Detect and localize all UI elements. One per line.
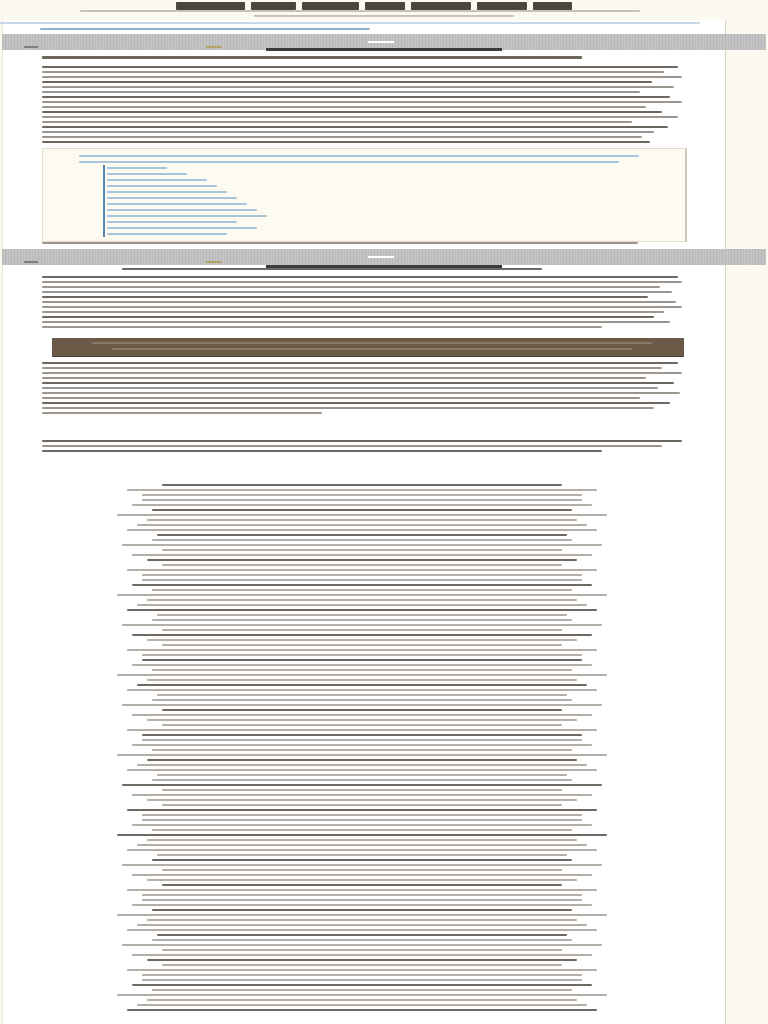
text-line — [147, 999, 577, 1001]
text-line — [42, 306, 682, 308]
text-line — [142, 654, 582, 656]
text-line — [42, 362, 678, 364]
text-line — [127, 489, 597, 491]
section-bar-2[interactable] — [2, 249, 766, 265]
text-line — [42, 321, 670, 323]
text-line — [142, 659, 582, 661]
list-box — [42, 148, 687, 242]
text-line — [42, 121, 632, 123]
text-line — [147, 599, 577, 601]
text-line — [127, 969, 597, 971]
text-line — [152, 619, 572, 621]
text-line — [42, 131, 654, 133]
text-line — [127, 929, 597, 931]
text-line — [162, 709, 562, 711]
text-line — [127, 849, 597, 851]
text-line — [162, 869, 562, 871]
text-line — [132, 794, 592, 796]
list-item[interactable] — [107, 233, 227, 235]
text-line — [42, 91, 640, 93]
text-line — [42, 440, 682, 442]
text-line — [142, 814, 582, 816]
text-line — [137, 764, 587, 766]
text-line — [147, 719, 577, 721]
text-line — [147, 879, 577, 881]
text-line — [162, 804, 562, 806]
text-line — [42, 101, 682, 103]
list-item[interactable] — [79, 161, 619, 163]
section-bar-label — [24, 261, 38, 263]
list-item[interactable] — [107, 209, 257, 211]
text-line — [157, 534, 567, 536]
text-line — [127, 569, 597, 571]
text-line — [42, 66, 678, 68]
section-bar-marker — [206, 46, 222, 48]
text-line — [117, 914, 607, 916]
list-item[interactable] — [107, 197, 237, 199]
text-line — [42, 116, 678, 118]
text-line — [117, 754, 607, 756]
section-2-body — [42, 276, 682, 331]
text-line — [132, 584, 592, 586]
header-links[interactable] — [0, 22, 700, 34]
text-line — [147, 559, 577, 561]
text-line — [142, 574, 582, 576]
text-line — [117, 674, 607, 676]
text-line — [122, 944, 602, 946]
text-line — [42, 316, 654, 318]
text-line — [162, 724, 562, 726]
text-line — [162, 629, 562, 631]
section-1-body — [42, 66, 682, 146]
text-line — [142, 979, 582, 981]
text-line — [127, 529, 597, 531]
text-line — [147, 679, 577, 681]
text-line — [157, 694, 567, 696]
text-line — [92, 342, 652, 344]
text-line — [162, 549, 562, 551]
text-line — [122, 624, 602, 626]
text-line — [142, 819, 582, 821]
text-line — [137, 684, 587, 686]
text-line — [162, 789, 562, 791]
text-line — [162, 884, 562, 886]
text-line — [42, 402, 670, 404]
text-line — [117, 994, 607, 996]
collapse-icon[interactable] — [368, 41, 394, 43]
text-line — [42, 71, 664, 73]
text-line — [42, 276, 678, 278]
text-line — [152, 509, 572, 511]
list-item[interactable] — [107, 221, 237, 223]
text-line — [42, 301, 676, 303]
text-line — [147, 519, 577, 521]
text-line — [147, 639, 577, 641]
text-line — [152, 539, 572, 541]
text-line — [42, 81, 652, 83]
text-line — [127, 769, 597, 771]
text-line — [122, 864, 602, 866]
text-line — [137, 604, 587, 606]
list-item[interactable] — [107, 227, 257, 229]
text-line — [127, 609, 597, 611]
text-line — [132, 954, 592, 956]
text-line — [147, 839, 577, 841]
text-line — [142, 899, 582, 901]
text-line — [42, 377, 646, 379]
text-line — [162, 644, 562, 646]
text-line — [127, 689, 597, 691]
text-line — [152, 829, 572, 831]
text-line — [137, 1004, 587, 1006]
highlight-banner — [52, 338, 684, 357]
text-line — [127, 809, 597, 811]
text-line — [152, 989, 572, 991]
text-line — [147, 959, 577, 961]
text-line — [42, 326, 602, 328]
text-line — [127, 649, 597, 651]
text-line — [132, 554, 592, 556]
tree-branch-icon — [103, 231, 105, 237]
page-title — [176, 0, 572, 10]
text-line — [132, 824, 592, 826]
collapse-icon[interactable] — [368, 256, 394, 258]
text-line — [162, 484, 562, 486]
text-line — [137, 924, 587, 926]
text-line — [117, 834, 607, 836]
text-line — [142, 894, 582, 896]
text-line — [142, 579, 582, 581]
text-line — [117, 514, 607, 516]
text-line — [152, 779, 572, 781]
section-1-heading — [42, 56, 682, 62]
text-line — [157, 774, 567, 776]
page-subtitle — [80, 10, 688, 20]
text-line — [42, 141, 650, 143]
text-line — [42, 291, 672, 293]
section-2-heading — [42, 268, 682, 273]
text-line — [42, 136, 642, 138]
text-line — [42, 367, 662, 369]
text-line — [142, 974, 582, 976]
list-item[interactable] — [107, 215, 267, 217]
text-line — [152, 669, 572, 671]
list-item[interactable] — [107, 191, 227, 193]
text-line — [42, 412, 322, 414]
text-line — [122, 784, 602, 786]
text-line — [42, 106, 646, 108]
text-line — [127, 1009, 597, 1011]
text-line — [162, 949, 562, 951]
text-line — [152, 589, 572, 591]
text-line — [122, 704, 602, 706]
section-divider-1 — [266, 48, 502, 51]
text-line — [142, 494, 582, 496]
text-line — [137, 844, 587, 846]
text-line — [42, 372, 682, 374]
text-line — [132, 714, 592, 716]
text-line — [142, 734, 582, 736]
text-line — [152, 859, 572, 861]
text-line — [42, 286, 660, 288]
text-line — [42, 281, 682, 283]
text-line — [132, 874, 592, 876]
list-item[interactable] — [107, 203, 247, 205]
list-item[interactable] — [107, 173, 187, 175]
list-item[interactable] — [107, 185, 217, 187]
text-line — [127, 889, 597, 891]
text-line — [137, 524, 587, 526]
text-line — [42, 450, 602, 452]
text-line — [142, 499, 582, 501]
list-item[interactable] — [79, 155, 639, 157]
text-line — [152, 939, 572, 941]
text-line — [42, 445, 662, 447]
text-line — [152, 909, 572, 911]
text-line — [162, 564, 562, 566]
text-line — [157, 614, 567, 616]
text-line — [132, 984, 592, 986]
text-line — [42, 111, 662, 113]
text-line — [42, 126, 668, 128]
section-2-continued — [42, 362, 682, 417]
text-line — [157, 934, 567, 936]
centered-text-column — [112, 484, 612, 1014]
text-line — [152, 699, 572, 701]
text-line — [147, 919, 577, 921]
text-line — [127, 729, 597, 731]
right-margin — [726, 20, 768, 1024]
text-line — [42, 296, 648, 298]
text-line — [42, 311, 664, 313]
text-line — [142, 739, 582, 741]
text-line — [157, 854, 567, 856]
list-item[interactable] — [107, 167, 167, 169]
text-line — [42, 397, 640, 399]
text-line — [122, 544, 602, 546]
text-line — [117, 594, 607, 596]
text-line — [132, 904, 592, 906]
text-line — [42, 382, 674, 384]
text-line — [42, 387, 658, 389]
text-line — [112, 348, 632, 350]
section-bar-label — [24, 46, 38, 48]
text-line — [147, 799, 577, 801]
text-line — [132, 664, 592, 666]
section-bar-marker — [206, 261, 222, 263]
text-line — [42, 76, 682, 78]
text-line — [132, 744, 592, 746]
list-item[interactable] — [107, 179, 207, 181]
text-line — [152, 749, 572, 751]
text-line — [132, 504, 592, 506]
section-1-footer-text — [42, 242, 682, 247]
text-line — [42, 96, 670, 98]
text-line — [147, 759, 577, 761]
section-2-note — [42, 440, 682, 455]
text-line — [42, 392, 680, 394]
text-line — [132, 634, 592, 636]
text-line — [162, 964, 562, 966]
text-line — [42, 86, 674, 88]
text-line — [42, 407, 654, 409]
